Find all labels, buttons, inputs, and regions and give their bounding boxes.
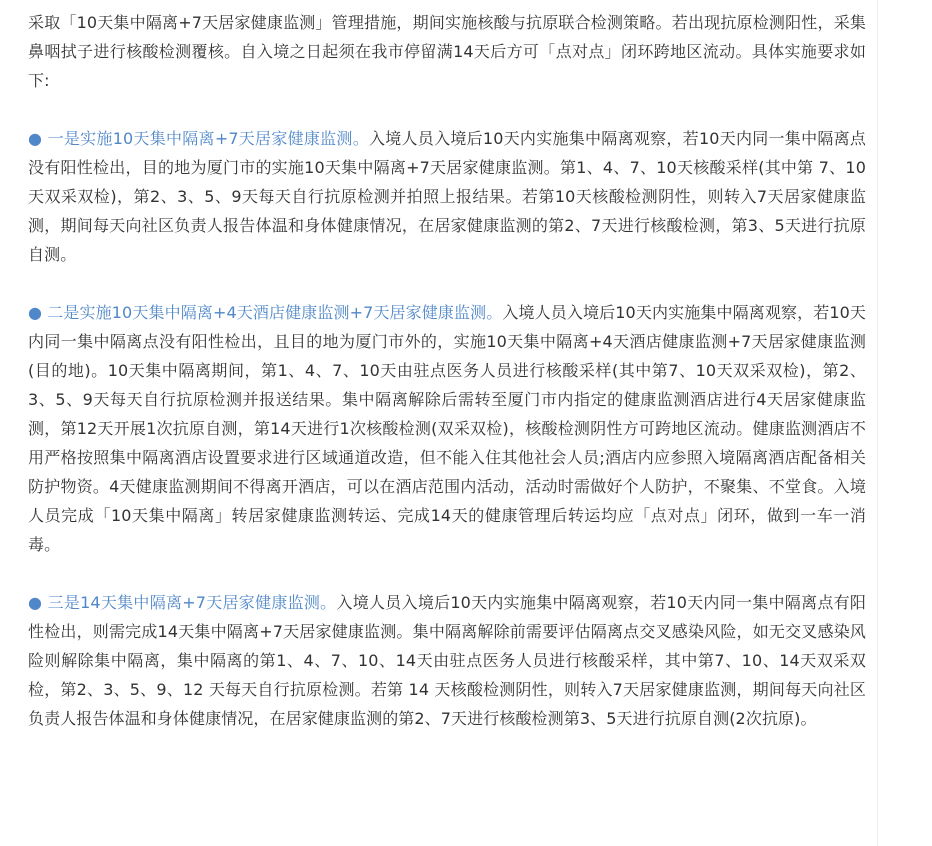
intro-paragraph: 采取「10天集中隔离+7天居家健康监测」管理措施，期间实施核酸与抗原联合检测策略。若出现抗原检测阳性，采集鼻咽拭子进行核酸检测覆核。自入境之日起须在我市停留满14天后方可「点对点」闭环跨地区流动。具体实施要求如下: bbox=[28, 13, 866, 90]
measure-three-text: 入境人员入境后10天内实施集中隔离观察，若10天内同一集中隔离点有阳性检出，则需完成14天集中隔离+7天居家健康监测。集中隔离解除前需要评估隔离点交叉感染风险，如无交叉感染风险则解除集中隔离，集中隔离的第1、4、7、10、14天由驻点医务人员进行核酸采样，其中第7、10、14天双采双检，第2、3、5、9、12 天每天自行抗原检测。若第 14 天核酸检测阴性，则转入7天居家健康监测，期间每天向社区负责人报告体温和身体健康情况，在居家健康监测的第2、7天进行核酸检测第3、5天进行抗原自测(2次抗原)。 bbox=[28, 593, 867, 728]
measure-one-heading: ● 一是实施10天集中隔离+7天居家健康监测。 bbox=[28, 129, 369, 148]
measure-two-heading: ● 二是实施10天集中隔离+4天酒店健康监测+7天居家健康监测。 bbox=[28, 303, 503, 322]
measure-one-text: 入境人员入境后10天内实施集中隔离观察，若10天内同一集中隔离点没有阳性检出，目的地为厦门市的实施10天集中隔离+7天居家健康监测。第1、4、7、10天核酸采样(其中第 7、10天双采双检)，第2、3、5、9天每天自行抗原检测并拍照上报结果。若第10天核酸检测阴性，则转入7天居家健康监测，期间每天向社区负责人报告体温和身体健康情况，在居家健康监测的第2、7天进行核酸检测，第3、5天进行抗原自测。 bbox=[28, 129, 866, 264]
measure-three-paragraph bbox=[28, 588, 866, 733]
measure-two-text: 入境人员入境后10天内实施集中隔离观察，若10天内同一集中隔离点没有阳性检出，且目的地为厦门市外的，实施10天集中隔离+4天酒店健康监测+7天居家健康监测(目的地)。10天集中隔离期间，第1、4、7、10天由驻点医务人员进行核酸采样(其中第7、10天双采双检)，第2、3、5、9天每天自行抗原检测并报送结果。集中隔离解除后需转至厦门市内指定的健康监测酒店进行4天居家健康监测，第12天开展1次抗原自测，第14天进行1次核酸检测(双采双检)，核酸检测阴性方可跨地区流动。健康监测酒店不用严格按照集中隔离酒店设置要求进行区域通道改造，但不能入住其他社会人员;酒店内应参照入境隔离酒店配备相关防护物资。4天健康监测期间不得离开酒店，可以在酒店范围内活动，活动时需做好个人防护，不聚集、不堂食。入境人员完成「10天集中隔离」转居家健康监测转运、完成14天的健康管理后转运均应「点对点」闭环，做到一车一消毒。 bbox=[28, 303, 867, 554]
measure-two-paragraph bbox=[28, 298, 866, 559]
article-body bbox=[28, 8, 866, 762]
measure-one-paragraph bbox=[28, 124, 866, 269]
measure-three-heading: ● 三是14天集中隔离+7天居家健康监测。 bbox=[28, 593, 337, 612]
content-right-border bbox=[877, 0, 878, 846]
